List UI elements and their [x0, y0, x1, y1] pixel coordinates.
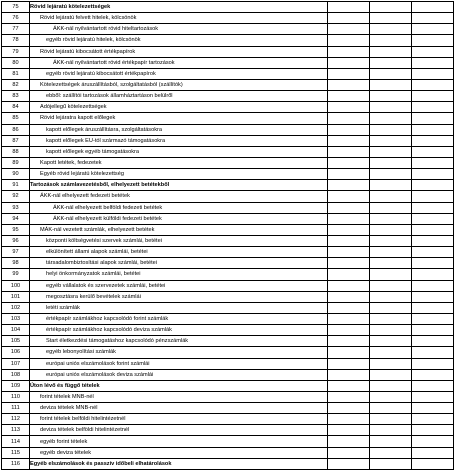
value-cell-1	[328, 280, 370, 291]
value-cell-2	[370, 291, 412, 302]
value-cell-2	[370, 68, 412, 79]
value-cell-3	[412, 403, 454, 414]
row-label: egyéb forint tételek	[30, 436, 328, 447]
table-row	[2, 325, 454, 336]
row-number: 108	[2, 369, 30, 380]
value-cell-1	[328, 425, 370, 436]
table-row	[2, 224, 454, 235]
value-cell-1	[328, 403, 370, 414]
value-cell-1	[328, 436, 370, 447]
row-label: Egyéb elszámolások és passzív időbeli elhatárolások	[30, 458, 328, 469]
table-row	[2, 447, 454, 458]
table-row	[2, 102, 454, 113]
row-number: 77	[2, 24, 30, 35]
table-row	[2, 35, 454, 46]
table-row	[2, 336, 454, 347]
value-cell-3	[412, 391, 454, 402]
row-label: Egyéb rövid lejáratú kötelezettség	[30, 169, 328, 180]
value-cell-1	[328, 68, 370, 79]
row-number: 103	[2, 313, 30, 324]
value-cell-3	[412, 169, 454, 180]
value-cell-1	[328, 347, 370, 358]
value-cell-1	[328, 91, 370, 102]
value-cell-2	[370, 191, 412, 202]
table-row	[2, 403, 454, 414]
value-cell-3	[412, 13, 454, 24]
row-number: 84	[2, 102, 30, 113]
row-number: 107	[2, 358, 30, 369]
value-cell-1	[328, 191, 370, 202]
value-cell-1	[328, 157, 370, 168]
value-cell-3	[412, 280, 454, 291]
table-row	[2, 291, 454, 302]
value-cell-1	[328, 391, 370, 402]
value-cell-2	[370, 180, 412, 191]
row-number: 109	[2, 380, 30, 391]
value-cell-2	[370, 213, 412, 224]
row-label: elkülönített állami alapok számlái, betétei	[30, 247, 328, 258]
row-label: ebből: szállítói tartozások államháztartáson belülről	[30, 91, 328, 102]
table-row	[2, 391, 454, 402]
row-label: Adójellegű kötelezettségek	[30, 102, 328, 113]
value-cell-2	[370, 269, 412, 280]
row-number: 88	[2, 146, 30, 157]
table-row	[2, 380, 454, 391]
row-label: kapott előlegek EU-tól származó támogatásokra	[30, 135, 328, 146]
value-cell-2	[370, 380, 412, 391]
row-label: európai uniós elszámolások deviza számlái	[30, 369, 328, 380]
value-cell-2	[370, 35, 412, 46]
row-label: Rövid lejáratú kibocsátott értékpapírok	[30, 46, 328, 57]
value-cell-3	[412, 224, 454, 235]
value-cell-3	[412, 202, 454, 213]
table-row	[2, 280, 454, 291]
value-cell-3	[412, 269, 454, 280]
row-label: Tartozások számlavezetésből, elhelyezett betétekből	[30, 180, 328, 191]
value-cell-1	[328, 358, 370, 369]
value-cell-2	[370, 102, 412, 113]
value-cell-3	[412, 313, 454, 324]
value-cell-2	[370, 336, 412, 347]
table-row	[2, 157, 454, 168]
row-number: 106	[2, 347, 30, 358]
row-number: 115	[2, 447, 30, 458]
row-number: 105	[2, 336, 30, 347]
row-label: Rövid lejáratú felvett hitelek, kölcsönök	[30, 13, 328, 24]
table-row	[2, 57, 454, 68]
row-label: ÁKK-nál nyilvántartott rövid értékpapír tartozások	[30, 57, 328, 68]
value-cell-3	[412, 213, 454, 224]
value-cell-2	[370, 224, 412, 235]
value-cell-1	[328, 302, 370, 313]
value-cell-2	[370, 79, 412, 90]
value-cell-2	[370, 358, 412, 369]
table-row	[2, 425, 454, 436]
value-cell-3	[412, 447, 454, 458]
table-row	[2, 79, 454, 90]
table-row	[2, 458, 454, 469]
row-number: 101	[2, 291, 30, 302]
table-row	[2, 302, 454, 313]
value-cell-1	[328, 180, 370, 191]
value-cell-3	[412, 358, 454, 369]
table-row	[2, 68, 454, 79]
value-cell-1	[328, 146, 370, 157]
value-cell-3	[412, 124, 454, 135]
value-cell-1	[328, 13, 370, 24]
table-row	[2, 414, 454, 425]
row-number: 75	[2, 2, 30, 13]
row-number: 114	[2, 436, 30, 447]
table-row	[2, 436, 454, 447]
value-cell-3	[412, 347, 454, 358]
table-row	[2, 269, 454, 280]
row-number: 116	[2, 458, 30, 469]
value-cell-1	[328, 24, 370, 35]
table-row	[2, 169, 454, 180]
value-cell-2	[370, 302, 412, 313]
value-cell-1	[328, 458, 370, 469]
row-label: egyéb rövid lejáratú kibocsátott értékpapírok	[30, 68, 328, 79]
value-cell-3	[412, 68, 454, 79]
row-number: 86	[2, 124, 30, 135]
table-row	[2, 369, 454, 380]
value-cell-2	[370, 425, 412, 436]
value-cell-1	[328, 102, 370, 113]
value-cell-2	[370, 157, 412, 168]
row-label: egyéb rövid lejáratú hitelek, kölcsönök	[30, 35, 328, 46]
row-label: ÁKK-nál elhelyezett belföldi fedezeti betétek	[30, 202, 328, 213]
row-number: 91	[2, 180, 30, 191]
row-label: kapott előlegek áruszállításra, szolgáltatásokra	[30, 124, 328, 135]
value-cell-2	[370, 113, 412, 124]
value-cell-1	[328, 57, 370, 68]
table-row	[2, 213, 454, 224]
value-cell-3	[412, 146, 454, 157]
value-cell-2	[370, 169, 412, 180]
value-cell-3	[412, 436, 454, 447]
value-cell-3	[412, 325, 454, 336]
row-label: MÁK-nál vezetett számlák, elhelyezett betétek	[30, 224, 328, 235]
value-cell-2	[370, 13, 412, 24]
value-cell-3	[412, 369, 454, 380]
row-label: ÁKK-nál elhelyezett fedezeti betétek	[30, 191, 328, 202]
row-label: értékpapír számlákhoz kapcsolódó deviza számlák	[30, 325, 328, 336]
row-number: 111	[2, 403, 30, 414]
row-number: 95	[2, 224, 30, 235]
value-cell-1	[328, 224, 370, 235]
row-label: kapott előlegek egyéb támogatásokra	[30, 146, 328, 157]
row-label: deviza tételek MNB-nél	[30, 403, 328, 414]
row-label: ÁKK-nál elhelyezett külföldi fedezeti betétek	[30, 213, 328, 224]
row-number: 97	[2, 247, 30, 258]
row-label: egyéb deviza tételek	[30, 447, 328, 458]
value-cell-1	[328, 124, 370, 135]
value-cell-1	[328, 369, 370, 380]
row-number: 112	[2, 414, 30, 425]
value-cell-1	[328, 336, 370, 347]
row-label: ÁKK-nál nyilvántartott rövid hiteltartozások	[30, 24, 328, 35]
ledger-body	[2, 2, 454, 470]
row-number: 94	[2, 213, 30, 224]
row-label: forint tételek MNB-nél	[30, 391, 328, 402]
value-cell-1	[328, 35, 370, 46]
value-cell-3	[412, 336, 454, 347]
value-cell-3	[412, 157, 454, 168]
value-cell-2	[370, 436, 412, 447]
table-row	[2, 235, 454, 246]
row-label: társadalombiztosítási alapok számlái, betétei	[30, 258, 328, 269]
row-label: deviza tételek belföldi hitelintézetnél	[30, 425, 328, 436]
value-cell-3	[412, 235, 454, 246]
value-cell-1	[328, 414, 370, 425]
value-cell-3	[412, 79, 454, 90]
value-cell-2	[370, 91, 412, 102]
value-cell-2	[370, 247, 412, 258]
table-row	[2, 146, 454, 157]
table-row	[2, 258, 454, 269]
value-cell-1	[328, 46, 370, 57]
value-cell-3	[412, 191, 454, 202]
value-cell-3	[412, 380, 454, 391]
value-cell-1	[328, 447, 370, 458]
row-label: letéti számlák	[30, 302, 328, 313]
row-number: 113	[2, 425, 30, 436]
value-cell-3	[412, 113, 454, 124]
row-number: 99	[2, 269, 30, 280]
ledger-table	[1, 1, 454, 470]
value-cell-1	[328, 247, 370, 258]
value-cell-3	[412, 46, 454, 57]
value-cell-3	[412, 425, 454, 436]
value-cell-1	[328, 79, 370, 90]
value-cell-1	[328, 325, 370, 336]
value-cell-3	[412, 24, 454, 35]
value-cell-2	[370, 258, 412, 269]
row-number: 102	[2, 302, 30, 313]
value-cell-1	[328, 213, 370, 224]
row-number: 85	[2, 113, 30, 124]
value-cell-2	[370, 135, 412, 146]
value-cell-2	[370, 146, 412, 157]
value-cell-2	[370, 414, 412, 425]
row-label: helyi önkormányzatok számlái, betétei	[30, 269, 328, 280]
value-cell-3	[412, 414, 454, 425]
row-number: 82	[2, 79, 30, 90]
table-row	[2, 2, 454, 13]
value-cell-1	[328, 202, 370, 213]
row-label: egyéb lebonyolítási számlák	[30, 347, 328, 358]
value-cell-3	[412, 2, 454, 13]
value-cell-3	[412, 291, 454, 302]
value-cell-3	[412, 135, 454, 146]
row-number: 100	[2, 280, 30, 291]
table-row	[2, 247, 454, 258]
value-cell-3	[412, 102, 454, 113]
value-cell-2	[370, 46, 412, 57]
table-row	[2, 24, 454, 35]
value-cell-2	[370, 458, 412, 469]
value-cell-2	[370, 391, 412, 402]
table-row	[2, 91, 454, 102]
table-row	[2, 135, 454, 146]
value-cell-3	[412, 302, 454, 313]
row-label: Kötelezettségek áruszállításból, szolgáltatásból (szállítók)	[30, 79, 328, 90]
value-cell-3	[412, 458, 454, 469]
value-cell-1	[328, 169, 370, 180]
table-row	[2, 113, 454, 124]
value-cell-2	[370, 235, 412, 246]
value-cell-1	[328, 235, 370, 246]
value-cell-3	[412, 247, 454, 258]
row-label: központi költségvetési szervek számlái, betétei	[30, 235, 328, 246]
value-cell-3	[412, 57, 454, 68]
table-row	[2, 202, 454, 213]
table-row	[2, 358, 454, 369]
table-row	[2, 13, 454, 24]
value-cell-1	[328, 113, 370, 124]
table-row	[2, 180, 454, 191]
value-cell-2	[370, 2, 412, 13]
value-cell-3	[412, 91, 454, 102]
row-number: 92	[2, 191, 30, 202]
value-cell-2	[370, 57, 412, 68]
row-number: 90	[2, 169, 30, 180]
value-cell-2	[370, 325, 412, 336]
row-label: Rövid lejáratú kötelezettségek	[30, 2, 328, 13]
value-cell-2	[370, 447, 412, 458]
row-number: 104	[2, 325, 30, 336]
row-number: 80	[2, 57, 30, 68]
row-number: 76	[2, 13, 30, 24]
row-number: 89	[2, 157, 30, 168]
table-row	[2, 46, 454, 57]
table-row	[2, 313, 454, 324]
row-label: Úton lévő és függő tételek	[30, 380, 328, 391]
value-cell-2	[370, 280, 412, 291]
value-cell-2	[370, 124, 412, 135]
value-cell-2	[370, 403, 412, 414]
value-cell-1	[328, 313, 370, 324]
value-cell-2	[370, 347, 412, 358]
value-cell-3	[412, 258, 454, 269]
row-number: 96	[2, 235, 30, 246]
table-row	[2, 347, 454, 358]
row-label: értékpapír számlákhoz kapcsolódó forint számlák	[30, 313, 328, 324]
value-cell-1	[328, 258, 370, 269]
row-label: egyéb vállalatok és szervezetek számlái, betétei	[30, 280, 328, 291]
table-row	[2, 191, 454, 202]
value-cell-2	[370, 202, 412, 213]
value-cell-1	[328, 135, 370, 146]
row-number: 87	[2, 135, 30, 146]
value-cell-1	[328, 2, 370, 13]
row-label: Start életkezdési támogatáshoz kapcsolódó pénzszámlák	[30, 336, 328, 347]
value-cell-2	[370, 24, 412, 35]
row-number: 83	[2, 91, 30, 102]
table-row	[2, 124, 454, 135]
row-label: Rövid lejáratra kapott előlegek	[30, 113, 328, 124]
row-label: forint tételek belföldi hitelintézetnél	[30, 414, 328, 425]
row-number: 98	[2, 258, 30, 269]
row-label: európai uniós elszámolások forint számlái	[30, 358, 328, 369]
row-number: 81	[2, 68, 30, 79]
row-label: Kapott letétek, fedezetek	[30, 157, 328, 168]
row-number: 93	[2, 202, 30, 213]
row-number: 78	[2, 35, 30, 46]
row-number: 79	[2, 46, 30, 57]
value-cell-2	[370, 369, 412, 380]
value-cell-2	[370, 313, 412, 324]
value-cell-3	[412, 35, 454, 46]
row-number: 110	[2, 391, 30, 402]
value-cell-1	[328, 291, 370, 302]
row-label: megosztásra kerülő bevételek számlái	[30, 291, 328, 302]
value-cell-1	[328, 380, 370, 391]
value-cell-1	[328, 269, 370, 280]
value-cell-3	[412, 180, 454, 191]
